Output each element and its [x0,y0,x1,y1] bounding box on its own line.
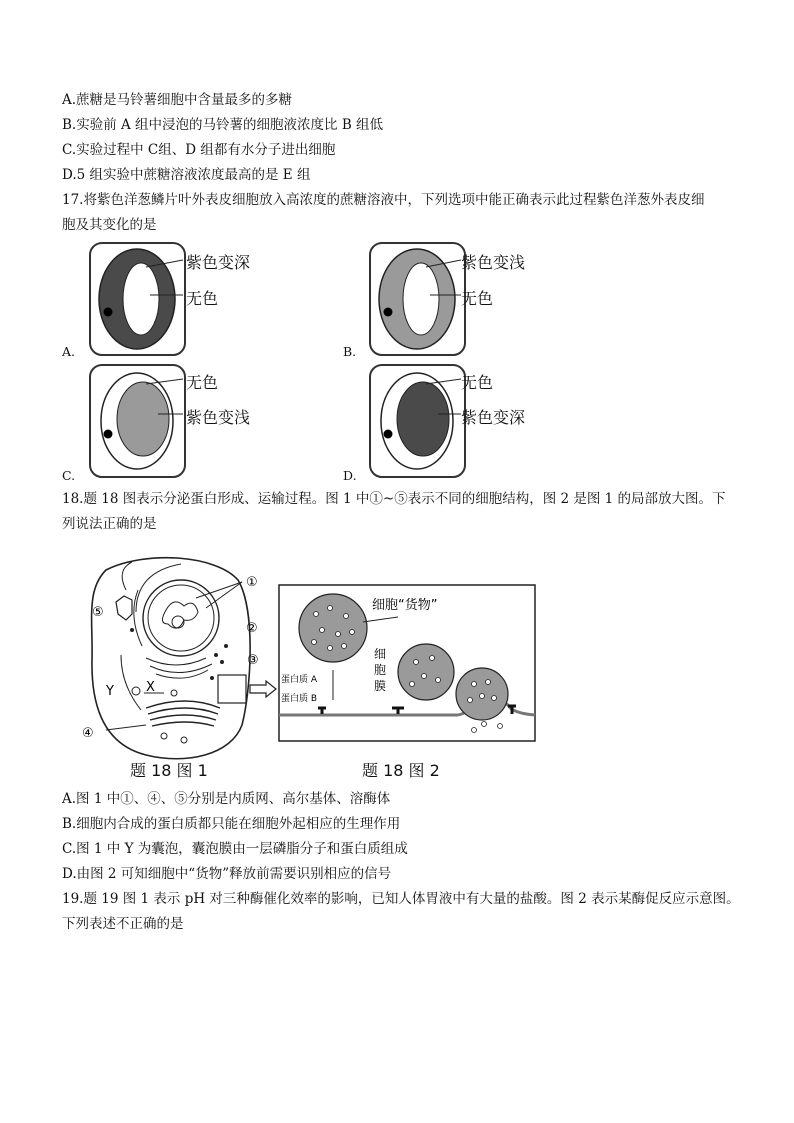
q19-stem-line2: 下列表述不正确的是 [62,916,184,932]
q17-c-letter: C. [62,468,76,483]
q17-stem-line1: 17.将紫色洋葱鳞片叶外表皮细胞放入高浓度的蔗糖溶液中，下列选项中能正确表示此过程紫色洋葱外表皮细 [62,192,705,208]
q17-figure-a [62,240,282,360]
membrane-label-1: 细 [374,647,387,661]
q18-option-a: A.图 1 中①、④、⑤分别是内质网、高尔基体、溶酶体 [62,791,391,807]
marker-2: ② [246,621,258,636]
q17-d-bottom-label: 紫色变深 [461,408,526,427]
cargo-label: 细胞“货物” [372,598,438,613]
enlarge-arrow-icon [248,680,278,698]
q17-b-top-label: 紫色变浅 [461,253,526,272]
q17-a-bottom-label: 无色 [186,289,219,308]
y-label: Y [106,684,114,699]
q18-option-d: D.由图 2 可知细胞中“货物”释放前需要识别相应的信号 [62,866,392,882]
q18-figure-1 [66,550,276,785]
q17-figure-d [343,362,563,484]
q19-stem-line1: 19.题 19 图 1 表示 pH 对三种酶催化效率的影响，已知人体胃液中有大量的盐酸。图 2 表示某酶促反应示意图。 [62,891,740,907]
q17-stem-line2: 胞及其变化的是 [62,217,157,233]
q17-b-letter: B. [343,344,357,359]
q18-figure-2 [278,584,538,784]
protein-a-label: 蛋白质 A [281,675,318,685]
q17-a-letter: A. [62,344,76,359]
x-label: X [146,680,155,695]
fig1-caption: 题 18 图 1 [130,761,208,780]
q17-b-bottom-label: 无色 [461,289,494,308]
q16-option-c: C.实验过程中 C组、D 组都有水分子进出细胞 [62,142,336,158]
marker-5: ⑤ [92,605,104,620]
cell-secretion-diagram [66,550,276,785]
q17-a-top-label: 紫色变深 [186,253,251,272]
q17-d-letter: D. [343,468,357,483]
q17-d-top-label: 无色 [461,373,494,392]
q18-stem-line1: 18.题 18 图表示分泌蛋白形成、运输过程。图 1 中①~⑤表示不同的细胞结构，图 2 是图 1 的局部放大图。下 [62,491,726,507]
q16-option-a: A.蔗糖是马铃薯细胞中含量最多的多糖 [62,92,293,108]
marker-1: ① [246,575,258,590]
q16-option-d: D.5 组实验中蔗糖溶液浓度最高的是 E 组 [62,167,311,183]
membrane-label-2: 胞 [374,663,387,677]
exocytosis-diagram [278,584,538,749]
cell-diagram-d [343,362,563,484]
q17-c-top-label: 无色 [186,373,219,392]
q18-option-b: B.细胞内合成的蛋白质都只能在细胞外起相应的生理作用 [62,816,401,832]
protein-b-label: 蛋白质 B [281,694,318,704]
q17-c-bottom-label: 紫色变浅 [186,408,251,427]
membrane-label-3: 膜 [374,679,387,693]
cell-diagram-b [343,240,563,360]
q17-figure-c [62,362,282,484]
q16-option-b: B.实验前 A 组中浸泡的马铃薯的细胞液浓度比 B 组低 [62,117,384,133]
q17-figure-b [343,240,563,360]
marker-4: ④ [82,726,94,741]
marker-3: ③ [247,653,259,668]
fig2-caption: 题 18 图 2 [362,761,440,780]
q18-option-c: C.图 1 中 Y 为囊泡，囊泡膜由一层磷脂分子和蛋白质组成 [62,841,408,857]
q18-stem-line2: 列说法正确的是 [62,516,157,532]
